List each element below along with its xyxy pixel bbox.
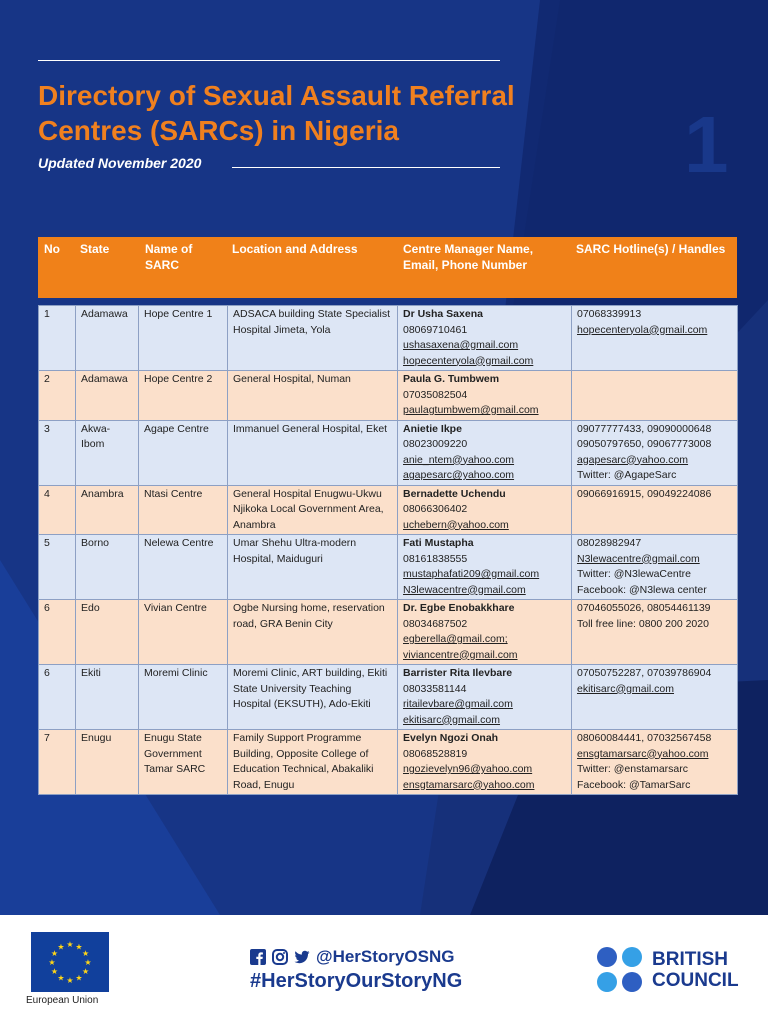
manager-email-link[interactable]: hopecenteryola@gmail.com <box>403 354 534 367</box>
hotline-text: 08060084441, 07032567458 <box>577 732 712 744</box>
column-header-location: Location and Address <box>232 242 358 256</box>
cell-manager <box>398 420 572 485</box>
eu-label: European Union <box>26 995 99 1006</box>
campaign-hashtag[interactable]: #HerStoryOurStoryNG <box>250 970 463 992</box>
manager-email-link[interactable]: ekitisarc@gmail.com <box>403 713 501 726</box>
sarc-directory-table <box>38 305 738 795</box>
cell-manager <box>398 306 572 371</box>
manager-email-link[interactable]: agapesarc@yahoo.com <box>403 469 515 481</box>
manager-email-link[interactable]: ensgtamarsarc@yahoo.com <box>403 778 535 791</box>
cell-location: ADSACA building State Specialist Hospital Jimeta, Yola <box>228 306 398 371</box>
hotline-text: 09077777433, 09090000648 <box>577 422 712 435</box>
hotline-text: 08028982947 <box>577 537 642 549</box>
manager-phone: 08066306402 <box>403 503 468 515</box>
cell-state: Enugu <box>76 730 139 795</box>
eu-star-icon: ★ <box>66 976 74 985</box>
page-title: Directory of Sexual Assault Referral Centres (SARCs) in Nigeria <box>38 80 515 146</box>
updated-date: Updated November 2020 <box>38 155 202 171</box>
cell-manager <box>398 665 572 730</box>
cell-location: Family Support Programme Building, Opposite College of Education Technical, Abakaliki Road, Enugu <box>228 730 398 795</box>
cell-no: 5 <box>39 535 76 600</box>
instagram-icon[interactable] <box>272 949 288 965</box>
bc-line-2: COUNCIL <box>652 970 739 991</box>
cell-hotline <box>572 600 738 665</box>
manager-email-link[interactable]: mustaphafati209@gmail.com <box>403 568 540 580</box>
cell-manager <box>398 730 572 795</box>
manager-name: Bernadette Uchendu <box>403 487 506 500</box>
table-row <box>39 306 738 371</box>
column-header-name: Name of SARC <box>145 242 193 272</box>
table-header <box>38 237 737 298</box>
cell-sarc-name: Ntasi Centre <box>139 485 228 535</box>
hotline-text: Twitter: @enstamarsarc <box>577 763 689 775</box>
page-number: 1 <box>684 100 729 189</box>
manager-email-link[interactable]: ngozievelyn96@yahoo.com <box>403 763 533 775</box>
cell-no: 1 <box>39 306 76 371</box>
manager-phone: 08034687502 <box>403 617 468 630</box>
cell-manager <box>398 485 572 535</box>
british-council-dots-icon <box>596 946 646 996</box>
manager-email-link[interactable]: viviancentre@gmail.com <box>403 648 518 661</box>
cell-sarc-name: Moremi Clinic <box>139 665 228 730</box>
twitter-icon[interactable] <box>294 949 310 965</box>
cell-sarc-name: Enugu State Government Tamar SARC <box>139 730 228 795</box>
cell-no: 3 <box>39 420 76 485</box>
cell-no: 4 <box>39 485 76 535</box>
manager-email-link[interactable]: paulagtumbwem@gmail.com <box>403 404 539 416</box>
manager-phone: 07035082504 <box>403 388 468 401</box>
hotline-email-link[interactable]: agapesarc@yahoo.com <box>577 453 689 466</box>
hotline-text: Facebook: @N3lewa center <box>577 583 707 596</box>
cell-location: General Hospital Enugwu-Ukwu Njikoka Local Government Area, Anambra <box>228 485 398 535</box>
column-header-no: No <box>44 242 60 256</box>
table-row <box>39 535 738 600</box>
hotline-text: Toll free line: 0800 200 2020 <box>577 617 709 630</box>
eu-flag-logo <box>31 932 109 992</box>
cell-hotline <box>572 535 738 600</box>
hotline-text: Facebook: @TamarSarc <box>577 778 691 791</box>
cell-state: Borno <box>76 535 139 600</box>
manager-email-link[interactable]: anie_ntem@yahoo.com <box>403 453 515 466</box>
cell-manager <box>398 535 572 600</box>
manager-name: Evelyn Ngozi Onah <box>403 732 499 744</box>
manager-name: Dr. Egbe Enobakkhare <box>403 602 515 614</box>
cell-no: 6 <box>39 600 76 665</box>
cell-sarc-name: Hope Centre 1 <box>139 306 228 371</box>
social-handle[interactable]: @HerStoryOSNG <box>316 947 455 966</box>
table-row <box>39 730 738 795</box>
social-row <box>250 946 454 968</box>
manager-name: Barrister Rita Ilevbare <box>403 667 513 679</box>
column-header-state: State <box>80 242 110 256</box>
cell-location: Umar Shehu Ultra-modern Hospital, Maiduguri <box>228 535 398 600</box>
cell-no: 6 <box>39 665 76 730</box>
table-body <box>39 306 738 795</box>
cell-state: Edo <box>76 600 139 665</box>
cell-location: Moremi Clinic, ART building, Ekiti State University Teaching Hospital (EKSUTH), Ado-Ekiti <box>228 665 398 730</box>
hotline-text: 09050797650, 09067773008 <box>577 438 712 450</box>
cell-no: 2 <box>39 371 76 421</box>
eu-star-icon: ★ <box>75 942 83 952</box>
cell-location: General Hospital, Numan <box>228 371 398 421</box>
cell-state: Anambra <box>76 485 139 535</box>
manager-name: Fati Mustapha <box>403 537 474 549</box>
eu-star-icon: ★ <box>66 940 74 949</box>
table-row <box>39 665 738 730</box>
cell-hotline <box>572 485 738 535</box>
hotline-email-link[interactable]: ekitisarc@gmail.com <box>577 682 675 695</box>
eu-star-icon: ★ <box>75 973 83 983</box>
manager-name: Anietie Ikpe <box>403 422 462 435</box>
cell-manager <box>398 600 572 665</box>
cell-hotline <box>572 665 738 730</box>
hotline-email-link[interactable]: N3lewacentre@gmail.com <box>577 552 700 565</box>
eu-star-icon: ★ <box>48 958 56 967</box>
eu-star-icon: ★ <box>50 949 58 958</box>
column-header-hotline: SARC Hotline(s) / Handles <box>576 242 726 256</box>
cell-hotline <box>572 420 738 485</box>
cell-hotline <box>572 730 738 795</box>
cell-location: Immanuel General Hospital, Eket <box>228 420 398 485</box>
hotline-text: Twitter: @N3lewaCentre <box>577 568 691 580</box>
subtitle-rule <box>232 167 500 168</box>
cell-manager <box>398 371 572 421</box>
hotline-text: 07050752287, 07039786904 <box>577 667 712 679</box>
cell-sarc-name: Vivian Centre <box>139 600 228 665</box>
manager-email-link[interactable]: ushasaxena@gmail.com <box>403 339 519 351</box>
manager-phone: 08161838555 <box>403 552 468 565</box>
table-row <box>39 420 738 485</box>
manager-name: Paula G. Tumbwem <box>403 373 500 385</box>
hotline-email-link[interactable]: hopecenteryola@gmail.com <box>577 323 708 336</box>
eu-star-icon: ★ <box>50 967 58 976</box>
hotline-text: 09066916915, 09049224086 <box>577 487 712 500</box>
top-rule <box>38 60 500 61</box>
manager-phone: 08023009220 <box>403 438 468 450</box>
cell-sarc-name: Agape Centre <box>139 420 228 485</box>
cell-no: 7 <box>39 730 76 795</box>
table-row <box>39 485 738 535</box>
bc-line-1: BRITISH <box>652 949 728 970</box>
eu-star-icon: ★ <box>82 967 90 976</box>
cell-location: Ogbe Nursing home, reservation road, GRA Benin City <box>228 600 398 665</box>
facebook-icon[interactable] <box>250 949 266 965</box>
hotline-text: Twitter: @AgapeSarc <box>577 469 677 481</box>
manager-email-link[interactable]: ritailevbare@gmail.com <box>403 698 513 710</box>
cell-hotline <box>572 306 738 371</box>
eu-star-icon: ★ <box>82 949 90 958</box>
hotline-email-link[interactable]: ensgtamarsarc@yahoo.com <box>577 747 709 760</box>
cell-state: Adamawa <box>76 371 139 421</box>
eu-star-icon: ★ <box>84 958 92 967</box>
cell-state: Adamawa <box>76 306 139 371</box>
table-row <box>39 371 738 421</box>
eu-star-icon: ★ <box>57 942 65 952</box>
cell-state: Ekiti <box>76 665 139 730</box>
hotline-text: 07068339913 <box>577 308 642 320</box>
cell-sarc-name: Hope Centre 2 <box>139 371 228 421</box>
manager-phone: 08068528819 <box>403 747 468 760</box>
manager-phone: 08069710461 <box>403 323 468 336</box>
cell-sarc-name: Nelewa Centre <box>139 535 228 600</box>
eu-stars-icon <box>31 932 109 992</box>
manager-email-link[interactable]: uchebern@yahoo.com <box>403 518 509 531</box>
british-council-logo-text <box>652 949 739 991</box>
hotline-text: 07046055026, 08054461139 <box>577 602 711 614</box>
cell-state: Akwa-Ibom <box>76 420 139 485</box>
manager-name: Dr Usha Saxena <box>403 308 483 320</box>
column-header-manager: Centre Manager Name, Email, Phone Number <box>403 242 534 272</box>
manager-email-link[interactable]: egberella@gmail.com; <box>403 633 508 645</box>
manager-phone: 08033581144 <box>403 682 467 695</box>
eu-star-icon: ★ <box>57 973 65 983</box>
cell-hotline <box>572 371 738 421</box>
manager-email-link[interactable]: N3lewacentre@gmail.com <box>403 583 526 596</box>
table-row <box>39 600 738 665</box>
